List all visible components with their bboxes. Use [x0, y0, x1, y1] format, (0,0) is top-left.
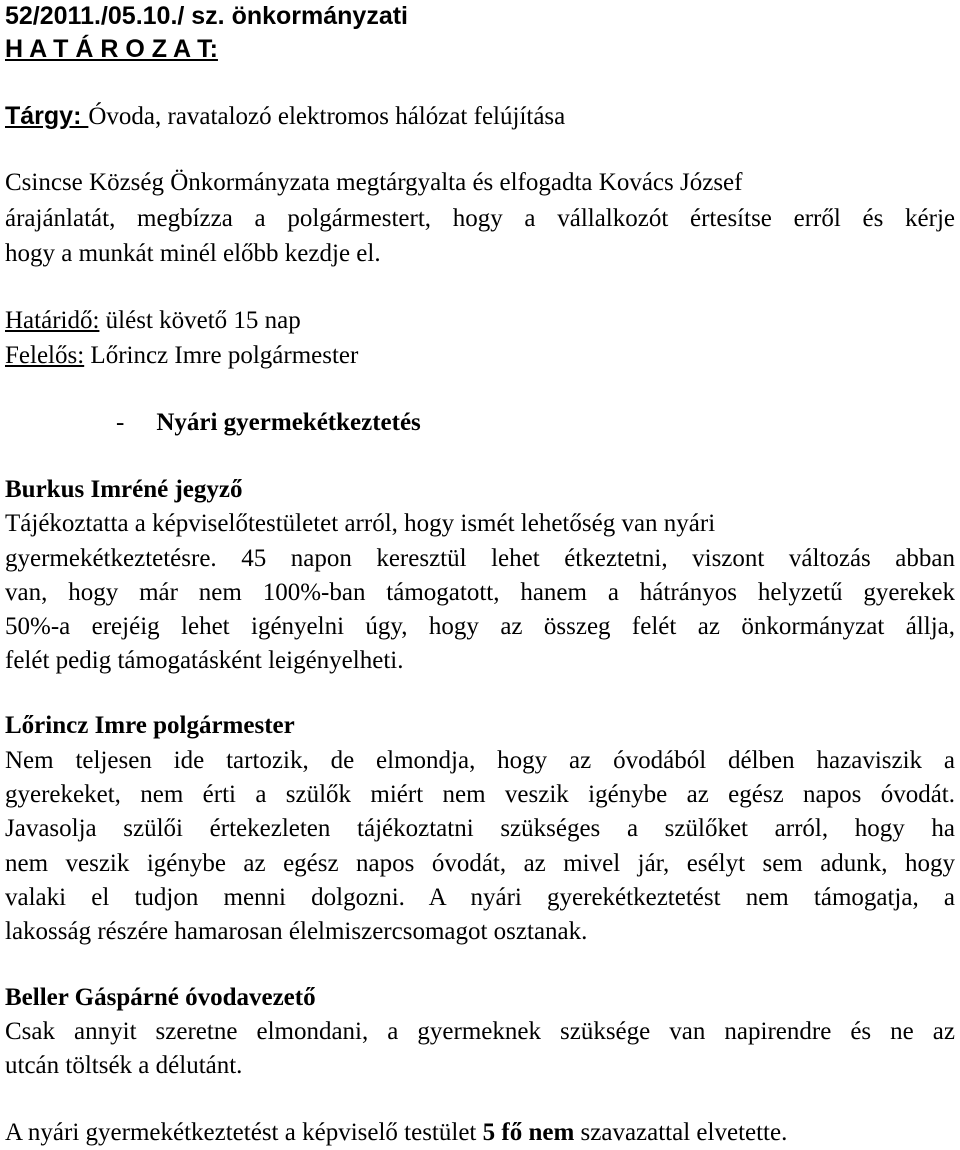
responsible-text: Lőrincz Imre polgármester — [84, 342, 359, 369]
resolution-line-1: Csincse Község Önkormányzata megtárgyalta és elfogadta Kovács József — [5, 169, 743, 196]
resolution-paragraph-line — [5, 239, 381, 269]
speaker-3-line-2: utcán töltsék a délutánt. — [5, 1052, 243, 1079]
agenda-item-title: Nyári gyermekétkeztetés — [156, 409, 421, 436]
responsible-label: Felelős: — [5, 342, 85, 369]
speaker-1-text-line — [5, 612, 955, 642]
speaker-name: Beller Gáspárné óvodavezető — [5, 984, 316, 1011]
speaker-1-text-line — [5, 509, 715, 539]
speaker-2-line-6: lakosság részére hamarosan élelmiszercsomagot osztanak. — [5, 918, 588, 945]
responsible-line — [5, 341, 358, 371]
vote-decision: nem — [528, 1119, 575, 1146]
resolution-line-2: árajánlatát, megbízza a polgármestert, hogy a vállalkozót értesítse erről és kérje — [5, 205, 955, 232]
speaker-1-text-line — [5, 646, 403, 676]
speaker-1-text-line — [5, 578, 955, 608]
vote-result — [5, 1118, 787, 1148]
vote-suffix: szavazattal elvetette. — [574, 1119, 788, 1146]
speaker-3-name — [5, 983, 316, 1013]
speaker-3-text-line — [5, 1051, 242, 1081]
resolution-title — [5, 34, 218, 64]
agenda-item-heading — [116, 408, 421, 438]
speaker-2-line-4: nem veszik igénybe az egész napos óvodát, az mivel jár, esélyt sem adunk, hogy — [5, 850, 955, 877]
subject-line — [5, 101, 565, 132]
speaker-2-text-line — [5, 746, 955, 776]
speaker-1-line-5: felét pedig támogatásként leigényelheti. — [5, 647, 404, 674]
resolution-number-prefix: 52/2011./05.10./ — [5, 2, 192, 30]
resolution-paragraph-line — [5, 168, 742, 198]
resolution-number — [5, 1, 408, 31]
speaker-1-name — [5, 475, 242, 505]
subject-label: Tárgy: — [5, 102, 89, 130]
vote-prefix: A nyári gyermekétkeztetést a képviselő testület — [5, 1119, 483, 1146]
speaker-2-text-line — [5, 883, 955, 913]
agenda-item-dash: - — [116, 409, 125, 436]
speaker-1-text-line — [5, 544, 955, 574]
subject-text: Óvoda, ravatalozó elektromos hálózat felújítása — [88, 103, 566, 130]
speaker-2-text-line — [5, 849, 955, 879]
deadline-text: ülést követő 15 nap — [99, 307, 301, 334]
vote-count: 5 fő — [482, 1119, 523, 1146]
speaker-1-line-3: van, hogy már nem 100%-ban támogatott, hanem a hátrányos helyzetű gyerekek — [5, 579, 955, 606]
speaker-2-text-line — [5, 814, 955, 844]
resolution-line-3: hogy a munkát minél előbb kezdje el. — [5, 240, 381, 267]
speaker-2-text-line — [5, 917, 587, 947]
speaker-3-line-1: Csak annyit szeretne elmondani, a gyermeknek szüksége van napirendre és ne az — [5, 1018, 955, 1045]
speaker-2-line-3: Javasolja szülői értekezleten tájékoztatni szükséges a szülőket arról, hogy ha — [5, 815, 955, 842]
speaker-1-line-4: 50%-a erejéig lehet igényelni úgy, hogy az összeg felét az önkormányzat állja, — [5, 613, 955, 640]
speaker-name: Lőrincz Imre polgármester — [5, 712, 295, 739]
deadline-line — [5, 306, 301, 336]
speaker-1-line-1: Tájékoztatta a képviselőtestületet arról, hogy ismét lehetőség van nyári — [5, 510, 716, 537]
speaker-name: Burkus Imréné jegyző — [5, 476, 243, 503]
deadline-label: Határidő: — [5, 307, 100, 334]
speaker-2-text-line — [5, 780, 955, 810]
speaker-2-line-1: Nem teljesen ide tartozik, de elmondja, hogy az óvodából délben hazaviszik a — [5, 747, 955, 774]
speaker-2-line-5: valaki el tudjon menni dolgozni. A nyári gyerekétkeztetést nem támogatja, a — [5, 884, 955, 911]
speaker-2-name — [5, 711, 295, 741]
speaker-1-line-2: gyermekétkeztetésre. 45 napon keresztül lehet étkeztetni, viszont változás abban — [5, 545, 955, 572]
resolution-title-text: H A T Á R O Z A T: — [5, 35, 218, 63]
resolution-paragraph-line — [5, 204, 955, 234]
resolution-number-suffix: sz. önkormányzati — [191, 2, 409, 30]
speaker-2-line-2: gyerekeket, nem érti a szülők miért nem veszik igénybe az egész napos óvodát. — [5, 781, 955, 808]
speaker-3-text-line — [5, 1017, 955, 1047]
